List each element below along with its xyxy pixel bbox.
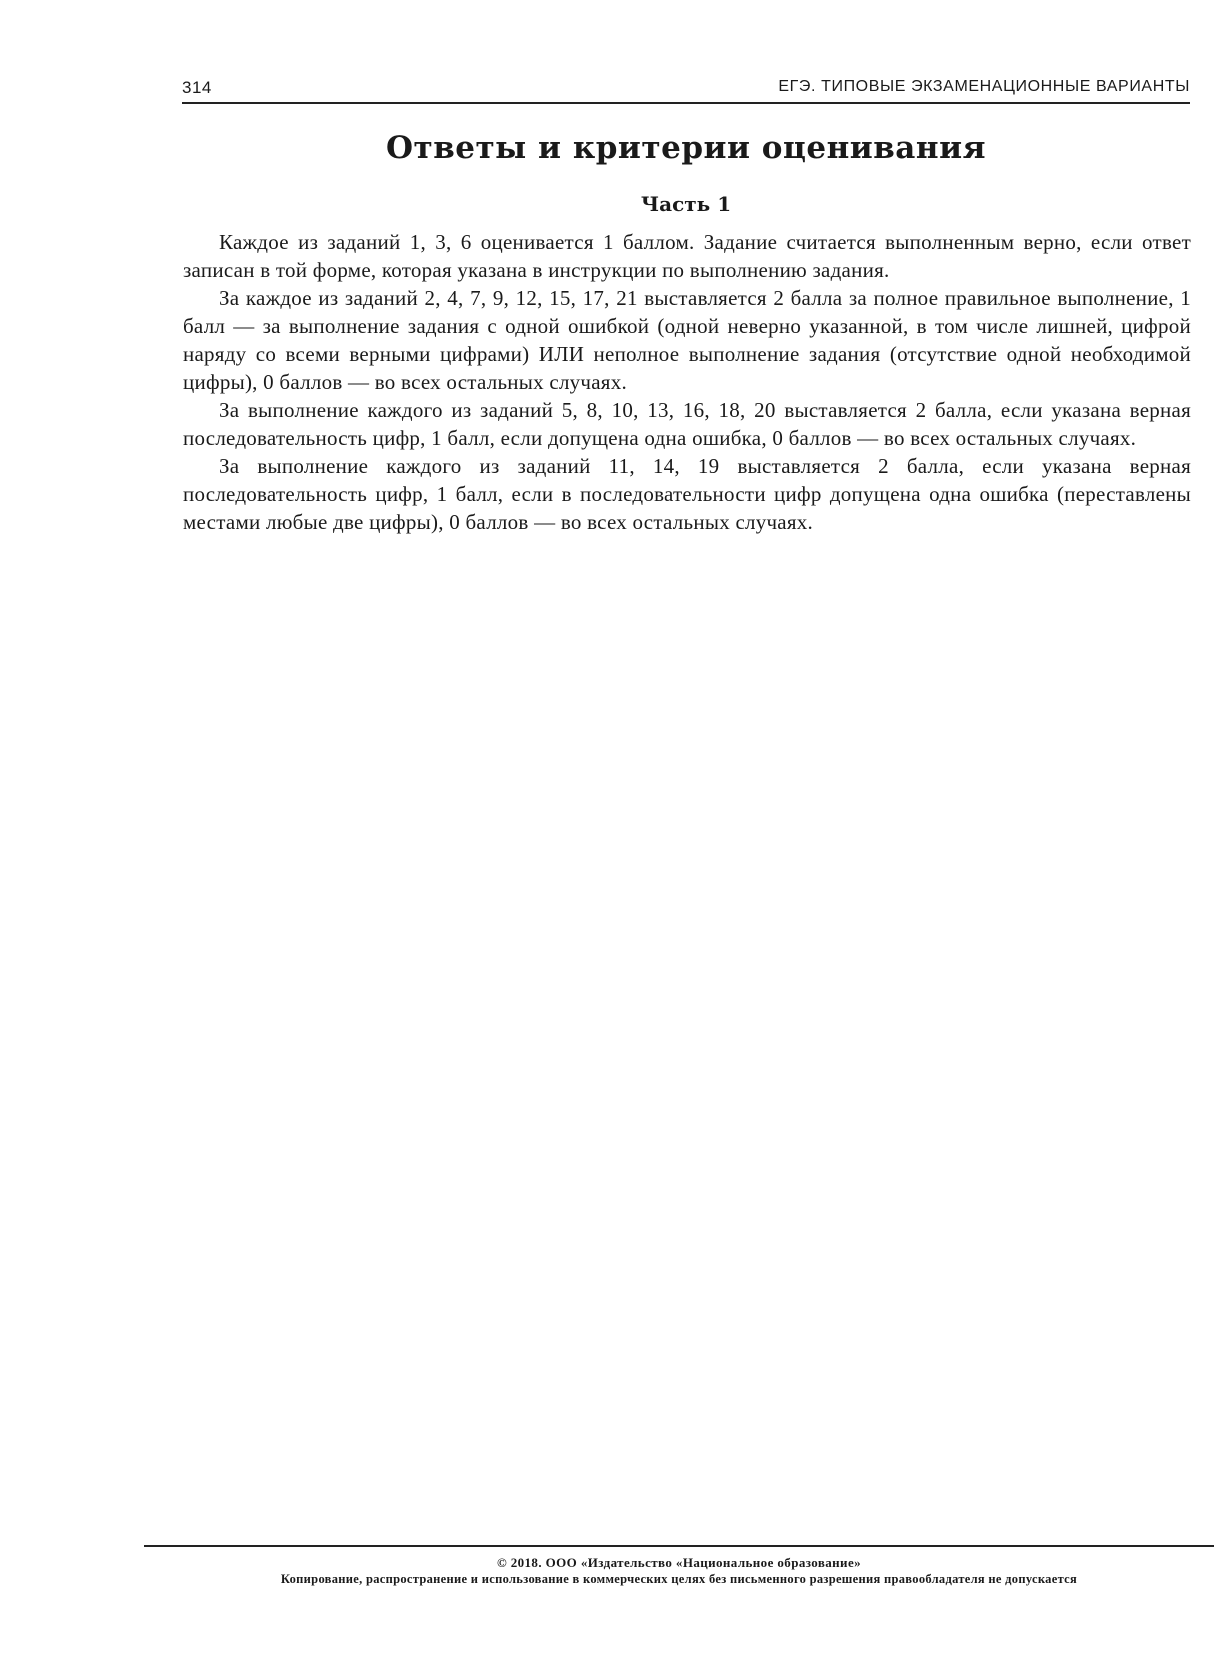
page-footer	[144, 1545, 1214, 1587]
license-notice: Копирование, распространение и использование в коммерческих целях без письменного разрешения правообладателя не допускается	[280, 1572, 1078, 1586]
part-heading: Часть 1	[640, 192, 732, 216]
page-number: 314	[182, 78, 212, 97]
page-title: Ответы и критерии оценивания	[386, 130, 986, 166]
paragraph-3: За выполнение каждого из заданий 5, 8, 10, 13, 16, 18, 20 выставляется 2 балла, если указана верная последовательность цифр, 1 балл, если допущена одна ошибка, 0 баллов — во всех остальных случаях.	[183, 398, 1191, 450]
paragraph-4: За выполнение каждого из заданий 11, 14, 19 выставляется 2 балла, если указана верная последовательность цифр, 1 балл, если в последовательности цифр допущена одна ошибка (переставлены местами любые две цифры), 0 баллов — во всех остальных случаях.	[183, 454, 1191, 534]
running-title: ЕГЭ. ТИПОВЫЕ ЭКЗАМЕНАЦИОННЫЕ ВАРИАНТЫ	[778, 78, 1190, 95]
criteria-text	[183, 228, 1191, 536]
paragraph-2: За каждое из заданий 2, 4, 7, 9, 12, 15, 17, 21 выставляется 2 балла за полное правильное выполнение, 1 балл — за выполнение задания с одной ошибкой (одной неверно указанной, в том числе лишней, цифрой наряду со всеми верными цифрами) ИЛИ неполное выполнение задания (отсутствие одной необходимой цифры), 0 баллов — во всех остальных случаях.	[183, 286, 1191, 394]
copyright-notice: © 2018. ООО «Издательство «Национальное образование»	[496, 1555, 862, 1570]
paragraph-1: Каждое из заданий 1, 3, 6 оценивается 1 баллом. Задание считается выполненным верно, если ответ записан в той форме, которая указана в инструкции по выполнению задания.	[183, 230, 1191, 282]
page-header	[182, 66, 1190, 104]
